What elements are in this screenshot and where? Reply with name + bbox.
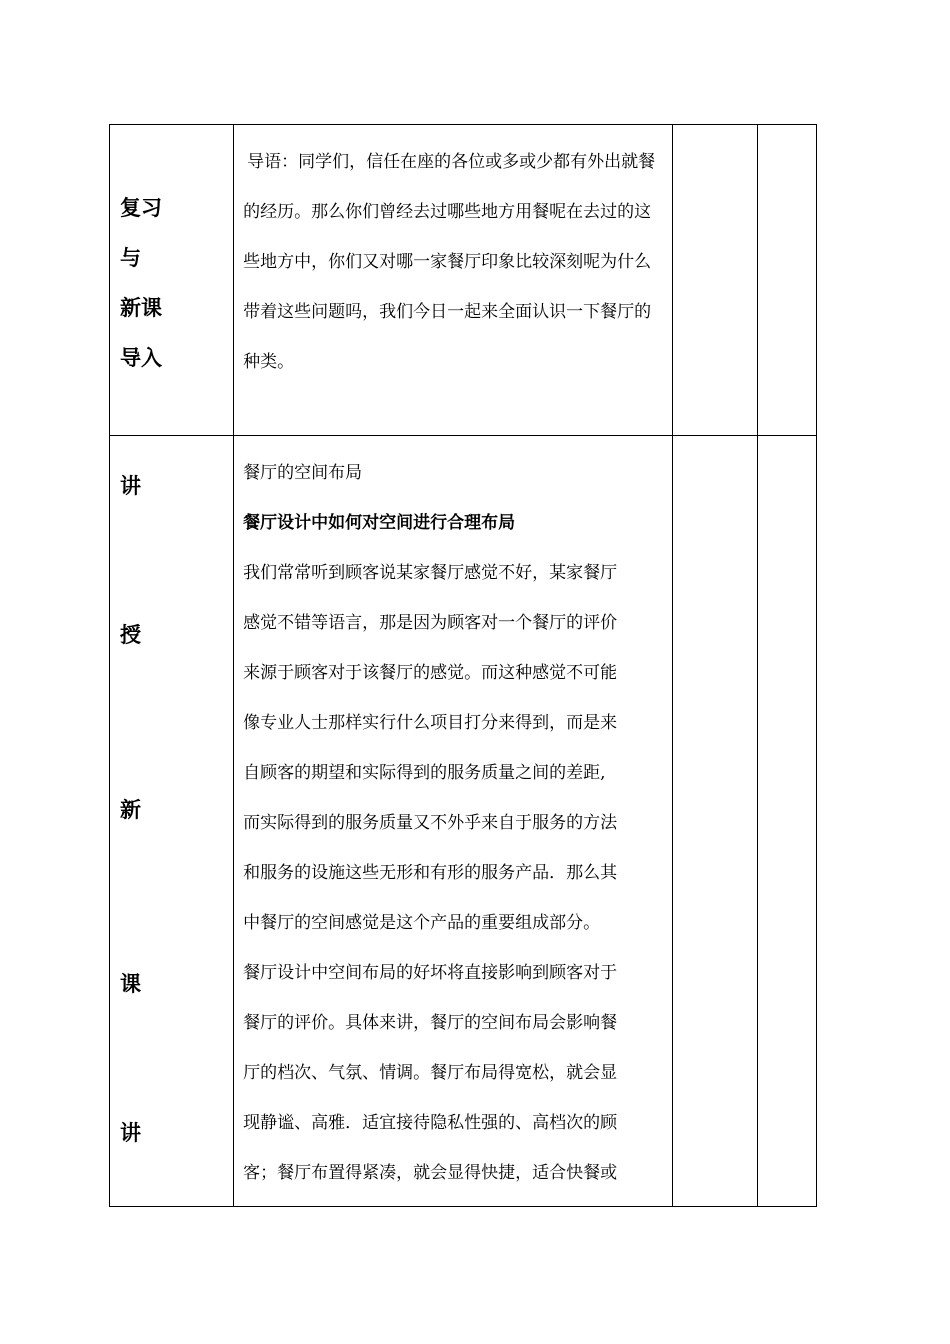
label-line: 导入 (120, 346, 162, 370)
paragraph-line: 客；餐厅布置得紧凑，就会显得快捷，适合快餐或 (243, 1163, 618, 1184)
blank-cell (757, 436, 816, 1207)
lecture-row (110, 436, 817, 1207)
paragraph-line: 来源于顾客对于该餐厅的感觉。而这种感觉不可能 (243, 663, 618, 684)
paragraph-line: 像专业人士那样实行什么项目打分来得到，而是来 (243, 713, 618, 734)
paragraph-line: 餐厅设计中空间布局的好坏将直接影响到顾客对于 (243, 963, 618, 984)
blank-cell (672, 125, 757, 436)
lecture-content-cell (234, 436, 673, 1207)
lesson-plan-table (109, 124, 817, 1207)
lecture-label-char: 课 (120, 972, 141, 997)
section-heading: 餐厅的空间布局 (243, 463, 363, 484)
lecture-label-char: 讲 (120, 1121, 141, 1146)
lecture-label-char: 新 (120, 798, 141, 823)
paragraph-line: 现静谧、高雅．适宜接待隐私性强的、高档次的顾 (243, 1113, 618, 1134)
paragraph-line: 自顾客的期望和实际得到的服务质量之间的差距, (243, 763, 606, 784)
review-intro-content-cell (234, 125, 673, 436)
lecture-content (243, 436, 664, 1198)
paragraph-line: 我们常常听到顾客说某家餐厅感觉不好，某家餐厅 (243, 563, 618, 584)
paragraph-line: 中餐厅的空间感觉是这个产品的重要组成部分。 (243, 913, 601, 934)
paragraph-line: 厅的档次、气氛、情调。餐厅布局得宽松，就会显 (243, 1063, 618, 1084)
label-line: 新课 (120, 296, 162, 320)
intro-paragraph: 导语：同学们，信任在座的各位或多或少都有外出就餐的经历。那么你们曾经去过哪些地方用餐呢在去过的这些地方中，你们又对哪一家餐厅印象比较深刻呢为什么带着这些问题吗，我们今日一起来全面认识一下餐厅的种类。 (243, 152, 656, 372)
review-intro-row (110, 125, 817, 436)
paragraph-line: 和服务的设施这些无形和有形的服务产品．那么其 (243, 863, 618, 884)
lecture-label-char: 授 (120, 623, 141, 648)
paragraph-line: 感觉不错等语言，那是因为顾客对一个餐厅的评价 (243, 613, 618, 634)
lecture-label-char: 讲 (120, 474, 141, 499)
lecture-label-cell (110, 436, 234, 1207)
blank-cell (672, 436, 757, 1207)
section-subheading: 餐厅设计中如何对空间进行合理布局 (243, 513, 516, 534)
review-intro-label (120, 183, 162, 383)
paragraph-line: 餐厅的评价。具体来讲，餐厅的空间布局会影响餐 (243, 1013, 618, 1034)
paragraph-line: 而实际得到的服务质量又不外乎来自于服务的方法 (243, 813, 618, 834)
label-line: 与 (120, 246, 141, 270)
review-intro-label-cell (110, 125, 234, 436)
blank-cell (757, 125, 816, 436)
label-line: 复习 (120, 196, 162, 220)
